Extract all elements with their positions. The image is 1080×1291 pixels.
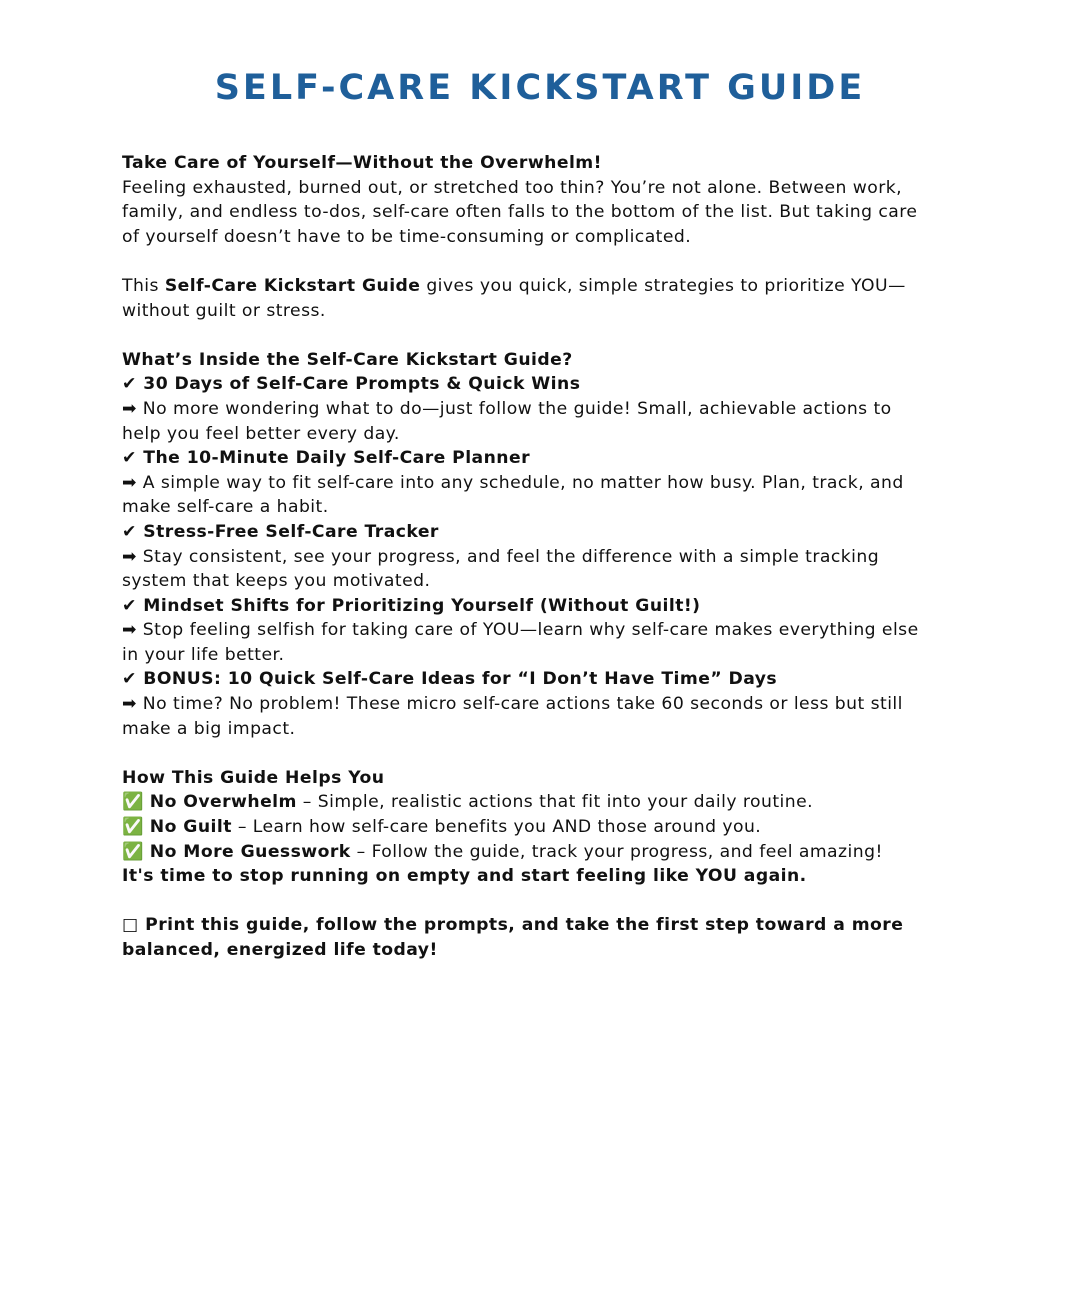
arrow-right-icon: ➡ (122, 694, 137, 715)
intro-heading: Take Care of Yourself—Without the Overwhelm! (122, 153, 602, 173)
inside-item-title-text: The 10-Minute Daily Self-Care Planner (143, 448, 531, 469)
page-title: SELF-CARE KICKSTART GUIDE (214, 68, 866, 108)
arrow-right-icon: ➡ (122, 398, 137, 419)
inside-item-description (122, 495, 952, 520)
call-to-action (122, 913, 952, 938)
inside-item-description-text: No more wondering what to do—just follow the guide! Small, achievable actions to (142, 398, 892, 419)
guide-name: Self-Care Kickstart Guide (164, 275, 421, 296)
helps-item-title: No Overwhelm (149, 792, 297, 813)
guide-description-prefix: This (122, 275, 165, 296)
guide-description (122, 274, 952, 299)
inside-item-description (122, 569, 952, 594)
arrow-right-icon: ➡ (122, 472, 137, 493)
guide-description-rest: gives you quick, simple strategies to prioritize YOU— (420, 275, 906, 296)
inside-item-title (122, 594, 952, 619)
inside-item-description-text: A simple way to fit self-care into any schedule, no matter how busy. Plan, track, and (142, 472, 904, 493)
intro-paragraph-line: family, and endless to-dos, self-care often falls to the bottom of the list. But taking care (122, 202, 918, 223)
inside-item-description-text: Stay consistent, see your progress, and feel the difference with a simple tracking (142, 546, 880, 567)
check-box-icon: ✅ (122, 792, 144, 813)
check-mark-icon: ✔ (122, 521, 137, 542)
check-box-icon: ✅ (122, 817, 144, 838)
inside-item-title-text: Stress-Free Self-Care Tracker (143, 521, 439, 542)
inside-item-description-text: in your life better. (122, 644, 285, 665)
helps-list (122, 790, 952, 864)
inside-item-description (122, 471, 952, 496)
inside-item-description-text: system that keeps you motivated. (122, 571, 431, 592)
check-mark-icon: ✔ (122, 669, 137, 690)
document-body (122, 151, 952, 963)
helps-item (122, 790, 952, 815)
inside-item-title (122, 372, 952, 397)
box-icon: □ (122, 915, 139, 936)
inside-item-description (122, 717, 952, 742)
inside-item-description (122, 545, 952, 570)
closing-statement: It's time to stop running on empty and start feeling like YOU again. (122, 866, 807, 887)
inside-item-description (122, 397, 952, 422)
helps-item-text: – Simple, realistic actions that fit into your daily routine. (296, 792, 814, 813)
inside-heading: What’s Inside the Self-Care Kickstart Guide? (122, 349, 573, 370)
inside-item-title-text: Mindset Shifts for Prioritizing Yourself (Without Guilt!) (143, 595, 701, 616)
check-mark-icon: ✔ (122, 374, 137, 395)
intro-paragraph-line: of yourself doesn’t have to be time-consuming or complicated. (122, 226, 692, 247)
inside-item-description-text: help you feel better every day. (122, 423, 400, 444)
inside-list (122, 372, 952, 741)
inside-item-title (122, 446, 952, 471)
intro-paragraph-line: Feeling exhausted, burned out, or stretched too thin? You’re not alone. Between work, (122, 177, 903, 198)
inside-item-description-text: make self-care a habit. (122, 497, 329, 518)
helps-item-text: – Follow the guide, track your progress, and feel amazing! (350, 841, 883, 862)
call-to-action-line: balanced, energized life today! (122, 940, 438, 960)
inside-item-description-text: make a big impact. (122, 718, 296, 739)
check-box-icon: ✅ (122, 841, 144, 862)
inside-item-description-text: Stop feeling selfish for taking care of YOU—learn why self-care makes everything else (142, 620, 919, 641)
inside-item-description-text: No time? No problem! These micro self-care actions take 60 seconds or less but still (142, 694, 903, 715)
inside-item-title-text: 30 Days of Self-Care Prompts & Quick Wins (143, 374, 581, 395)
check-mark-icon: ✔ (122, 595, 137, 616)
inside-item-description (122, 692, 952, 717)
inside-item-description (122, 422, 952, 447)
helps-item-title: No Guilt (149, 817, 232, 838)
inside-item-description (122, 618, 952, 643)
inside-item-title (122, 520, 952, 545)
helps-item-title: No More Guesswork (149, 841, 351, 862)
guide-description-line: without guilt or stress. (122, 300, 326, 321)
helps-item-text: – Learn how self-care benefits you AND those around you. (231, 817, 762, 838)
helps-heading: How This Guide Helps You (122, 767, 385, 788)
helps-item (122, 815, 952, 840)
check-mark-icon: ✔ (122, 448, 137, 469)
inside-item-title (122, 667, 952, 692)
inside-item-title-text: BONUS: 10 Quick Self-Care Ideas for “I Don’t Have Time” Days (143, 669, 778, 690)
arrow-right-icon: ➡ (122, 620, 137, 641)
arrow-right-icon: ➡ (122, 546, 137, 567)
cta-line: Print this guide, follow the prompts, and take the first step toward a more (145, 915, 904, 936)
inside-item-description (122, 643, 952, 668)
helps-item (122, 840, 952, 865)
